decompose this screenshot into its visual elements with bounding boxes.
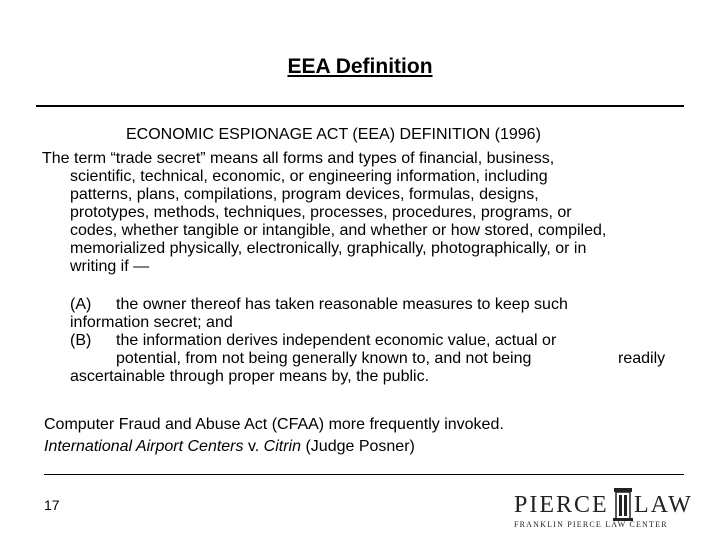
logo-word-right: LAW (634, 492, 693, 518)
condition-b (70, 332, 682, 350)
definition-paragraph (42, 150, 682, 276)
condition-a-text: the owner thereof has taken reasonable measures to keep such (116, 296, 568, 313)
case-name-part1: International Airport Centers (44, 438, 244, 455)
cfaa-note: Computer Fraud and Abuse Act (CFAA) more frequently invoked. (44, 416, 504, 433)
definition-line: memorialized physically, electronically, graphically, photographically, or in (70, 240, 587, 257)
case-judge: (Judge Posner) (301, 438, 415, 455)
condition-b-text: the information derives independent economic value, actual or (116, 332, 557, 349)
condition-b-continued (70, 350, 682, 368)
title-divider (36, 105, 684, 107)
definition-line: The term “trade secret” means all forms and types of financial, business, (42, 150, 555, 167)
definition-line: prototypes, methods, techniques, processes, procedures, programs, or (70, 204, 572, 221)
footer-divider (44, 474, 684, 475)
condition-a-label: (A) (70, 296, 92, 313)
page-number: 17 (44, 497, 60, 513)
pierce-law-logo (512, 484, 693, 532)
case-citation (44, 436, 684, 458)
condition-b-continued-2: ascertainable through proper means by, the public. (70, 368, 430, 385)
condition-a (70, 296, 682, 314)
logo-subtitle: FRANKLIN PIERCE LAW CENTER (514, 520, 668, 529)
definition-line: patterns, plans, compilations, program devices, formulas, designs, (70, 186, 539, 203)
condition-b-label: (B) (70, 332, 92, 349)
logo-word-left: PIERCE (514, 492, 609, 518)
gate-pillar-icon (613, 487, 633, 521)
condition-b-text-2: potential, from not being generally known to, and not being (116, 350, 532, 367)
definition-line: writing if — (70, 258, 150, 275)
case-name-part2: Citrin (263, 438, 302, 455)
definition-line: codes, whether tangible or intangible, and whether or how stored, compiled, (70, 222, 607, 239)
case-versus: v. (243, 438, 264, 455)
slide-title: EEA Definition (287, 55, 433, 78)
definition-conditions (70, 296, 682, 386)
condition-b-text-2-tail: readily (618, 350, 666, 367)
eea-heading: ECONOMIC ESPIONAGE ACT (EEA) DEFINITION (1996) (126, 126, 541, 143)
notes (44, 414, 684, 458)
condition-a-continued: information secret; and (70, 314, 233, 331)
definition-line: scientific, technical, economic, or engineering information, including (70, 168, 548, 185)
